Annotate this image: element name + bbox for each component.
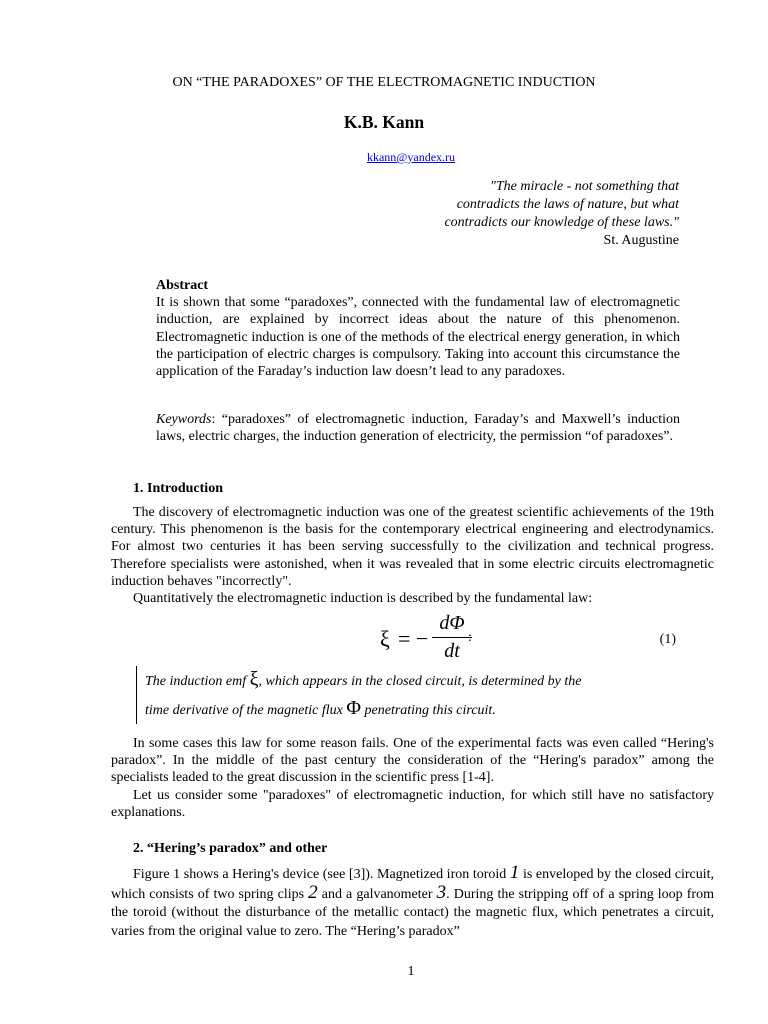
note-text: penetrating this circuit.: [361, 703, 496, 718]
section-heading-introduction: 1. Introduction: [133, 481, 223, 496]
abstract: [156, 277, 680, 380]
note-xi-symbol: ξ: [249, 668, 259, 690]
email-link[interactable]: kkann@yandex.ru: [366, 150, 456, 164]
keywords: [156, 411, 680, 445]
keywords-label: Keywords: [156, 412, 212, 427]
note-text: , which appears in the closed circuit, is determined by the: [258, 674, 582, 689]
intro-paragraph-paradox: In some cases this law for some reason fails. One of the experimental facts was even called “Hering's paradox”. In the middle of the past century the consideration of the “Hering's paradox” among the specialists leaded to the great discussion in the scientific press [1-4].: [111, 736, 714, 786]
equation-fraction: [432, 612, 472, 663]
figure-label-galvanometer: 3: [436, 882, 447, 904]
epigraph-quote-line: "The miracle - not something that: [489, 179, 679, 194]
law-statement-note: [136, 666, 685, 724]
epigraph-quote-line: contradicts our knowledge of these laws.": [444, 215, 679, 230]
author-name: K.B. Kann: [343, 112, 425, 132]
equation-emf-symbol: ξ: [380, 626, 390, 651]
note-text: time derivative of the magnetic flux: [145, 703, 347, 718]
equation-denominator: dt: [444, 640, 460, 662]
hering-text: Figure 1 shows a Hering's device (see [3]). Magnetized iron toroid: [133, 867, 510, 882]
epigraph: [349, 178, 679, 250]
figure-label-clips: 2: [308, 882, 318, 904]
equation-fraction-bar: [432, 637, 472, 638]
equation-equals-minus: = −: [398, 626, 429, 651]
note-text: The induction emf: [145, 674, 250, 689]
hering-text: and a galvanometer: [317, 887, 437, 903]
author-email: [0, 150, 768, 165]
equation-numerator: dΦ: [439, 612, 465, 634]
equation-number: (1): [659, 632, 676, 647]
paper-title: ON “THE PARADOXES” OF THE ELECTROMAGNETIC INDUCTION: [172, 75, 596, 90]
figure-label-toroid: 1: [509, 862, 520, 883]
abstract-heading: Abstract: [156, 278, 209, 293]
epigraph-quote-line: contradicts the laws of nature, but what: [456, 197, 679, 212]
keywords-text: : “paradoxes” of electromagnetic induction, Faraday’s and Maxwell’s induction laws, electric charges, the induction generation of electricity, the permission “of paradoxes”.: [156, 412, 680, 445]
equation-faraday-law: [380, 612, 500, 668]
section-heading-herings-paradox: 2. “Hering’s paradox” and other: [133, 841, 328, 856]
epigraph-attribution: St. Augustine: [603, 233, 679, 248]
note-phi-symbol: Φ: [346, 697, 362, 719]
equation-colon: :: [468, 630, 472, 645]
intro-paragraph-law: Quantitatively the electromagnetic induction is described by the fundamental law:: [133, 591, 593, 606]
intro-paragraph: The discovery of electromagnetic induction was one of the greatest scientific achievements of the 19th century. This phenomenon is the basis for the contemporary electrical engineering and electrodynamics. For almost two centuries it has been serving successfully to the civilization and technical progress. Therefore specialists were astonished, when it was revealed that in some electric circuits electromagnetic induction behaves "incorrectly".: [111, 505, 714, 589]
hering-text: . During the stripping off of a spring loop from the toroid (without the disturbance of the metallic contact) the magnetic flux, which penetrates a circuit, varies from the original value to zero. The “Hering’s paradox”: [111, 887, 714, 939]
intro-paragraph-consider: Let us consider some "paradoxes" of electromagnetic induction, for which still have no satisfactory explanations.: [111, 788, 714, 821]
hering-text: is enveloped by the closed circuit, which consists of two spring clips: [111, 867, 714, 903]
page-number: 1: [407, 964, 415, 979]
hering-paragraph: [111, 864, 714, 941]
abstract-text: It is shown that some “paradoxes”, connected with the fundamental law of electromagnetic induction, are explained by incorrect ideas about the nature of this phenomenon. Electromagnetic induction is one of the methods of the electrical energy generation, in which the participation of electric charges is compulsory. Taking into account this circumstance the application of the Faraday’s induction law doesn’t lead to any paradoxes.: [156, 295, 680, 380]
